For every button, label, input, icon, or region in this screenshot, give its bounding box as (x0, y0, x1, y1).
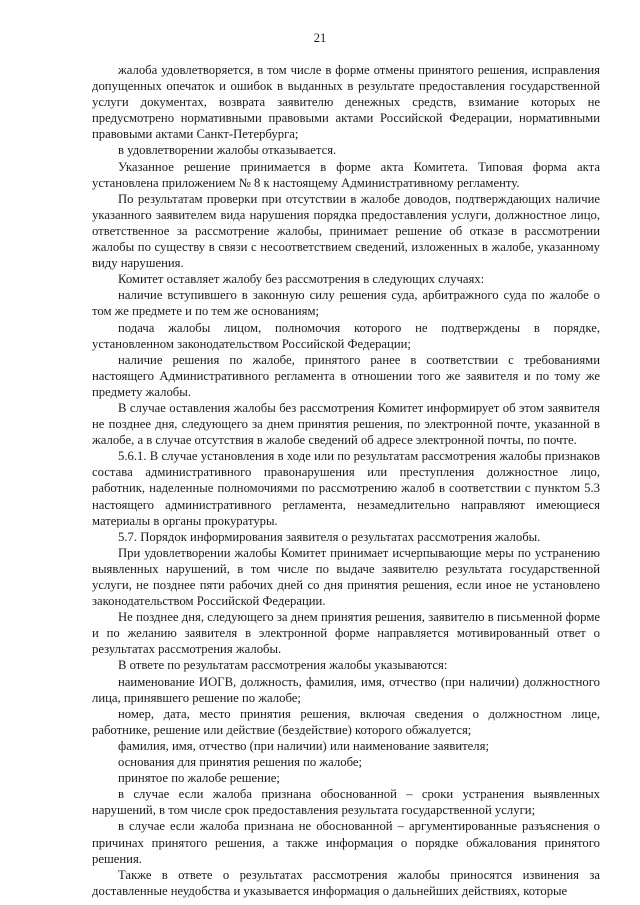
paragraph: Указанное решение принимается в форме акта Комитета. Типовая форма акта установлена приложением № 8 к настоящему Административному регламенту. (92, 159, 600, 190)
paragraph: 5.6.1. В случае установления в ходе или по результатам рассмотрения жалобы признаков состава административного правонарушения или преступления должностное лицо, работник, наделенные полномочиями по рассмотрению жалоб в соответствии с пунктом 5.3 настоящего административного регламента, незамедлительно направляют имеющиеся материалы в органы прокуратуры. (92, 449, 600, 528)
page-number: 21 (313, 31, 327, 45)
list-item: номер, дата, место принятия решения, включая сведения о должностном лице, работнике, решение или действие (бездействие) которого обжалуется; (92, 706, 600, 737)
paragraph: жалоба удовлетворяется, в том числе в форме отмены принятого решения, исправления допущенных опечаток и ошибок в выданных в результате предоставления государственной услуги документах, возврата заявителю денежных средств, взимание которых не предусмотрено нормативными правовыми актами Российской Федерации, нормативными правовыми актами Санкт-Петербурга; (92, 63, 600, 142)
paragraph: наличие решения по жалобе, принятого ранее в соответствии с требованиями настоящего Административного регламента в отношении того же заявителя и по тому же предмету жалобы. (92, 352, 600, 399)
section-heading: 5.7. Порядок информирования заявителя о результатах рассмотрения жалобы. (118, 529, 541, 544)
document-body (92, 62, 600, 899)
list-item: в случае если жалоба признана обоснованной – сроки устранения выявленных нарушений, в том числе срок предоставления результата государственной услуги; (92, 787, 600, 818)
paragraph: Также в ответе о результатах рассмотрения жалобы приносятся извинения за доставленные неудобства и указывается информация о дальнейших действиях, которые (92, 867, 600, 898)
paragraph: подача жалобы лицом, полномочия которого не подтверждены в порядке, установленном законодательством Российской Федерации; (92, 320, 600, 351)
paragraph: Не позднее дня, следующего за днем принятия решения, заявителю в письменной форме и по желанию заявителя в электронной форме направляется мотивированный ответ о результатах рассмотрения жалобы. (92, 610, 600, 657)
paragraph: В ответе по результатам рассмотрения жалобы указываются: (118, 658, 448, 673)
list-item: в случае если жалоба признана не обоснованной – аргументированные разъяснения о причинах принятого решения, а также информация о порядке обжалования принятого решения. (92, 819, 600, 866)
list-item: принятое по жалобе решение; (118, 771, 280, 786)
paragraph: наличие вступившего в законную силу решения суда, арбитражного суда по жалобе о том же предмете и по тем же основаниям; (92, 288, 600, 319)
paragraph: При удовлетворении жалобы Комитет принимает исчерпывающие меры по устранению выявленных нарушений, в том числе по выдаче заявителю результата государственной услуги, не позднее пяти рабочих дней со дня принятия решения, если иное не установлено законодательством Российской Федерации. (92, 545, 600, 609)
list-item: наименование ИОГВ, должность, фамилия, имя, отчество (при наличии) должностного лица, принявшего решение по жалобе; (92, 674, 600, 705)
paragraph: в удовлетворении жалобы отказывается. (118, 143, 337, 158)
paragraph: По результатам проверки при отсутствии в жалобе доводов, подтверждающих наличие указанного заявителем вида нарушения порядка предоставления услуги, должностное лицо, ответственное за рассмотрение жалобы, принимает решение об отказе в рассмотрении жалобы по существу в связи с несоответствием сведений, изложенных в жалобе, указанному виду нарушения. (92, 191, 600, 271)
list-item: основания для принятия решения по жалобе; (118, 755, 363, 770)
paragraph: В случае оставления жалобы без рассмотрения Комитет информирует об этом заявителя не позднее дня, следующего за днем принятия решения, по электронной почте, указанной в жалобе, а в случае отсутствия в жалобе сведений об адресе электронной почты, по почте. (92, 400, 600, 448)
list-item: фамилия, имя, отчество (при наличии) или наименование заявителя; (118, 738, 489, 753)
paragraph: Комитет оставляет жалобу без рассмотрения в следующих случаях: (118, 272, 485, 287)
